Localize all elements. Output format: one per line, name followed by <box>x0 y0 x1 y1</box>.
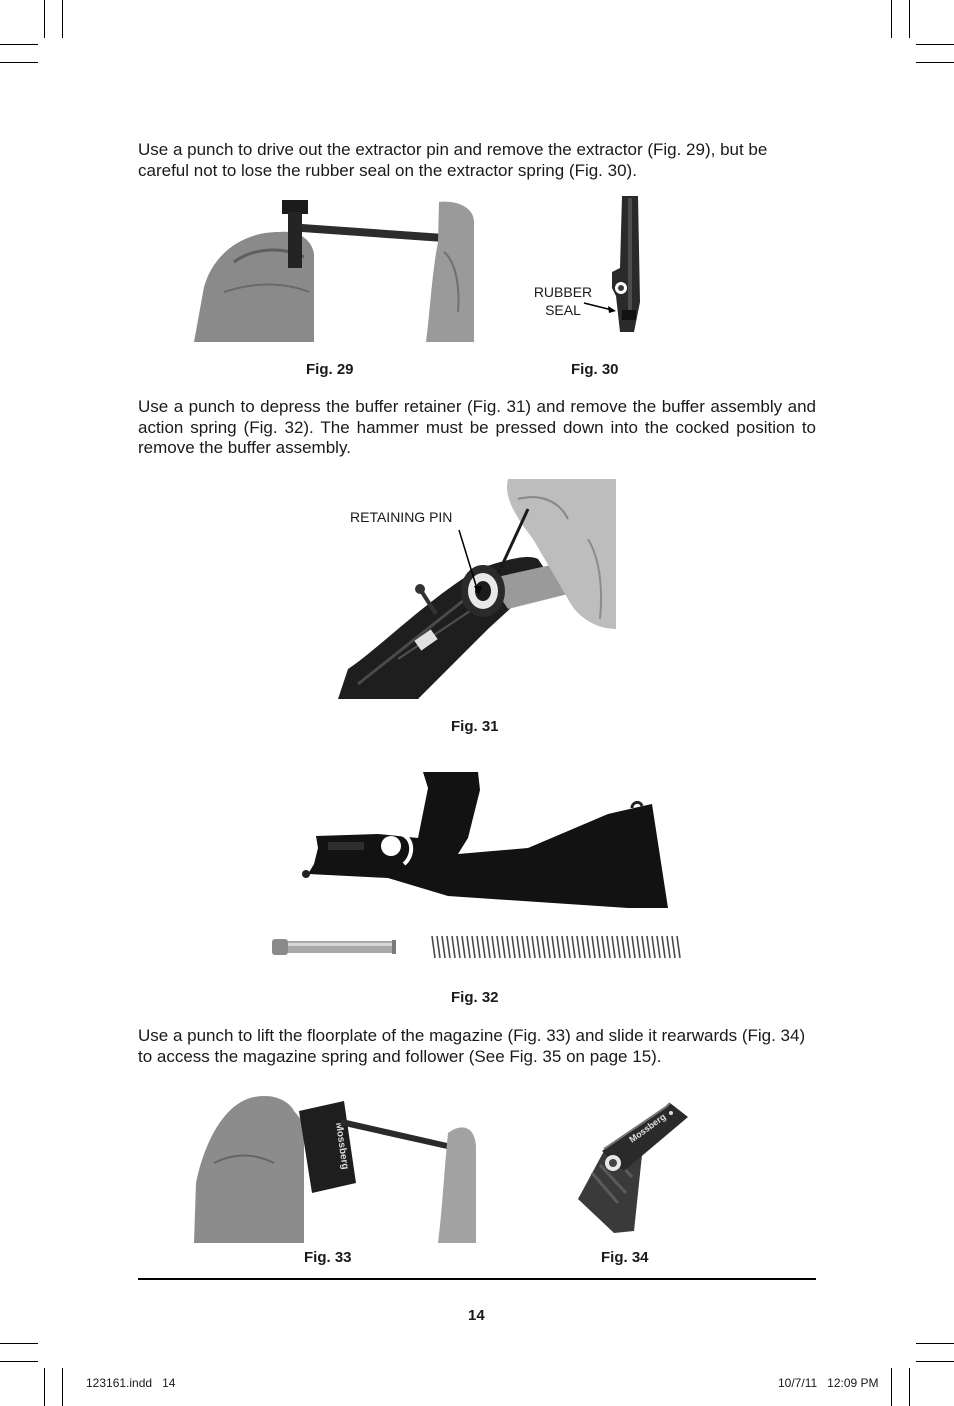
rubber-seal-label: RUBBER SEAL <box>533 284 593 318</box>
fig31-caption: Fig. 31 <box>451 718 499 735</box>
page-number: 14 <box>468 1307 485 1324</box>
action-spring <box>432 936 680 958</box>
crop-mark <box>62 1368 63 1406</box>
paragraph-magazine: Use a punch to lift the floorplate of the magazine (Fig. 33) and slide it rearwards (Fig. 34) to access the magazine spring and follower (See Fig. 35 on page 15). <box>138 1026 806 1066</box>
crop-mark <box>916 44 954 45</box>
fig29-image <box>194 192 474 342</box>
slug-filename: 123161.indd 14 <box>86 1376 176 1390</box>
crop-mark <box>44 1368 45 1406</box>
fig33-image <box>194 1093 476 1243</box>
fig34-caption: Fig. 34 <box>601 1249 649 1266</box>
crop-mark <box>916 1343 954 1344</box>
paragraph-buffer: Use a punch to depress the buffer retainer (Fig. 31) and remove the buffer assembly and action spring (Fig. 32). The hammer must be pressed down into the cocked position to remove the buffer assembly. <box>138 397 816 457</box>
crop-mark <box>909 1368 910 1406</box>
paragraph-extractor: Use a punch to drive out the extractor pin and remove the extractor (Fig. 29), but be careful not to lose the rubber seal on the extractor spring (Fig. 30). <box>138 140 768 180</box>
rubber-seal-arrow <box>580 296 620 316</box>
bottom-rule <box>138 1278 816 1280</box>
crop-mark <box>891 1368 892 1406</box>
fig33-brand: Mossberg <box>333 1121 351 1171</box>
fig30-image <box>600 192 650 340</box>
buffer-assembly <box>272 939 396 955</box>
crop-mark <box>909 0 910 38</box>
fig30-caption: Fig. 30 <box>571 361 619 378</box>
retaining-pin-pointer <box>456 528 486 598</box>
fig32-caption: Fig. 32 <box>451 989 499 1006</box>
crop-mark <box>891 0 892 38</box>
crop-mark <box>0 1361 38 1362</box>
fig34-image <box>574 1093 694 1241</box>
crop-mark <box>0 62 38 63</box>
crop-mark <box>0 44 38 45</box>
fig33-caption: Fig. 33 <box>304 1249 352 1266</box>
crop-mark <box>62 0 63 38</box>
fig32-image <box>268 768 688 968</box>
crop-mark <box>916 1361 954 1362</box>
fig34-brand: Mossberg <box>627 1111 668 1145</box>
slug-datetime: 10/7/11 12:09 PM <box>778 1376 879 1390</box>
fig29-caption: Fig. 29 <box>306 361 354 378</box>
retaining-pin-label: RETAINING PIN <box>350 509 453 525</box>
crop-mark <box>0 1343 38 1344</box>
crop-mark <box>916 62 954 63</box>
crop-mark <box>44 0 45 38</box>
